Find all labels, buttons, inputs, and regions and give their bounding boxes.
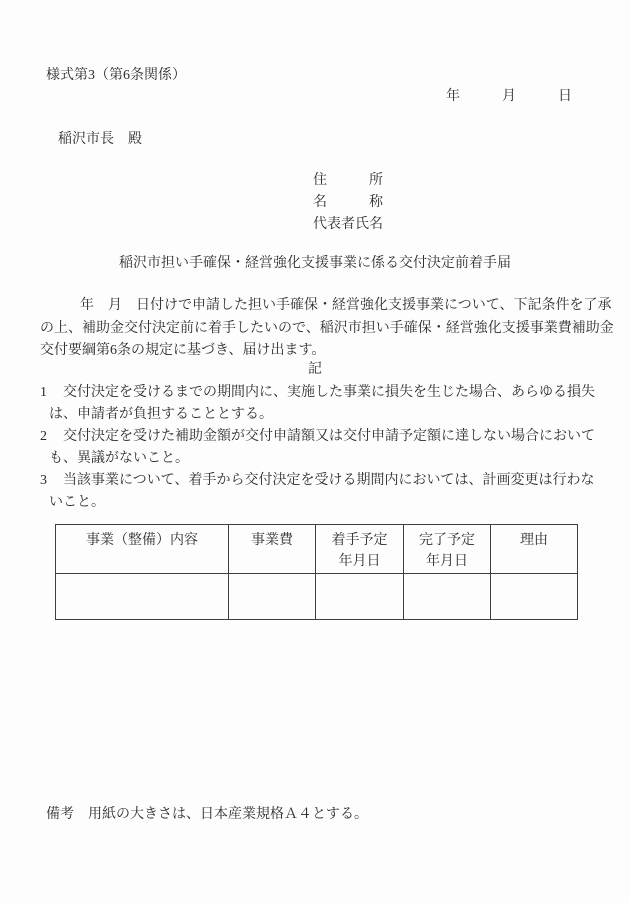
col-header-start-date-line2: 年月日	[338, 554, 381, 569]
body-paragraph-line-2: の上、補助金交付決定前に着手したいので、稲沢市担い手確保・経営強化支援事業費補助金	[40, 321, 614, 336]
col-header-start-date-line1: 着手予定	[331, 533, 388, 548]
condition-1-line-2: は、申請者が負担することとする。	[49, 407, 273, 422]
condition-1-line-1	[40, 384, 595, 401]
document-title: 稲沢市担い手確保・経営強化支援事業に係る交付決定前着手届	[119, 256, 511, 271]
col-header-completion-date-line2: 年月日	[426, 554, 468, 569]
condition-1-text: 交付決定を受けるまでの期間内に、実施した事業に損失を生じた場合、あらゆる損失	[63, 385, 595, 400]
col-header-start-date	[316, 525, 404, 574]
section-mark: 記	[308, 362, 322, 377]
col-header-completion-date	[404, 525, 491, 574]
cell-project-cost	[229, 574, 316, 620]
date-line: 年 月 日	[446, 89, 572, 104]
cell-reason	[491, 574, 578, 620]
col-header-project-cost	[229, 525, 316, 574]
col-header-reason	[491, 525, 578, 574]
condition-3-number: 3	[40, 473, 47, 488]
cell-start-date	[316, 574, 404, 620]
body-paragraph-line-3: 交付要綱第6条の規定に基づき、届け出ます。	[40, 343, 326, 358]
condition-2-number: 2	[40, 429, 47, 444]
condition-3-line-2: いこと。	[49, 495, 105, 510]
condition-3-text: 当該事業について、着手から交付決定を受ける期間内においては、計画変更は行わな	[63, 473, 595, 488]
col-header-project-content-line1: 事業（整備）内容	[86, 533, 198, 548]
cell-project-content	[56, 574, 229, 620]
col-header-reason-line1: 理由	[520, 533, 548, 548]
col-header-completion-date-line1: 完了予定	[419, 533, 475, 548]
condition-2-line-1	[40, 428, 595, 445]
applicant-name-label: 名 称	[313, 195, 383, 210]
addressee-line: 稲沢市長 殿	[58, 132, 142, 147]
condition-3-line-1	[40, 472, 594, 489]
col-header-project-cost-line1: 事業費	[251, 533, 293, 548]
table-header-row	[56, 525, 578, 574]
remark-line: 備考 用紙の大きさは、日本産業規格Ａ４とする。	[46, 807, 368, 822]
form-number-label: 様式第3（第6条関係）	[46, 68, 186, 83]
condition-2-line-2: も、異議がないこと。	[49, 451, 189, 466]
applicant-address-label: 住 所	[313, 173, 383, 188]
cell-completion-date	[404, 574, 491, 620]
applicant-representative-label: 代表者氏名	[313, 217, 383, 232]
col-header-project-content	[56, 525, 229, 574]
project-table	[55, 524, 578, 620]
condition-2-text: 交付決定を受けた補助金額が交付申請額又は交付申請予定額に達しない場合において	[63, 429, 595, 444]
condition-1-number: 1	[40, 385, 47, 400]
table-empty-row	[56, 574, 578, 620]
body-paragraph-line-1: 年 月 日付けで申請した担い手確保・経営強化支援事業について、下記条件を了承	[80, 298, 612, 313]
